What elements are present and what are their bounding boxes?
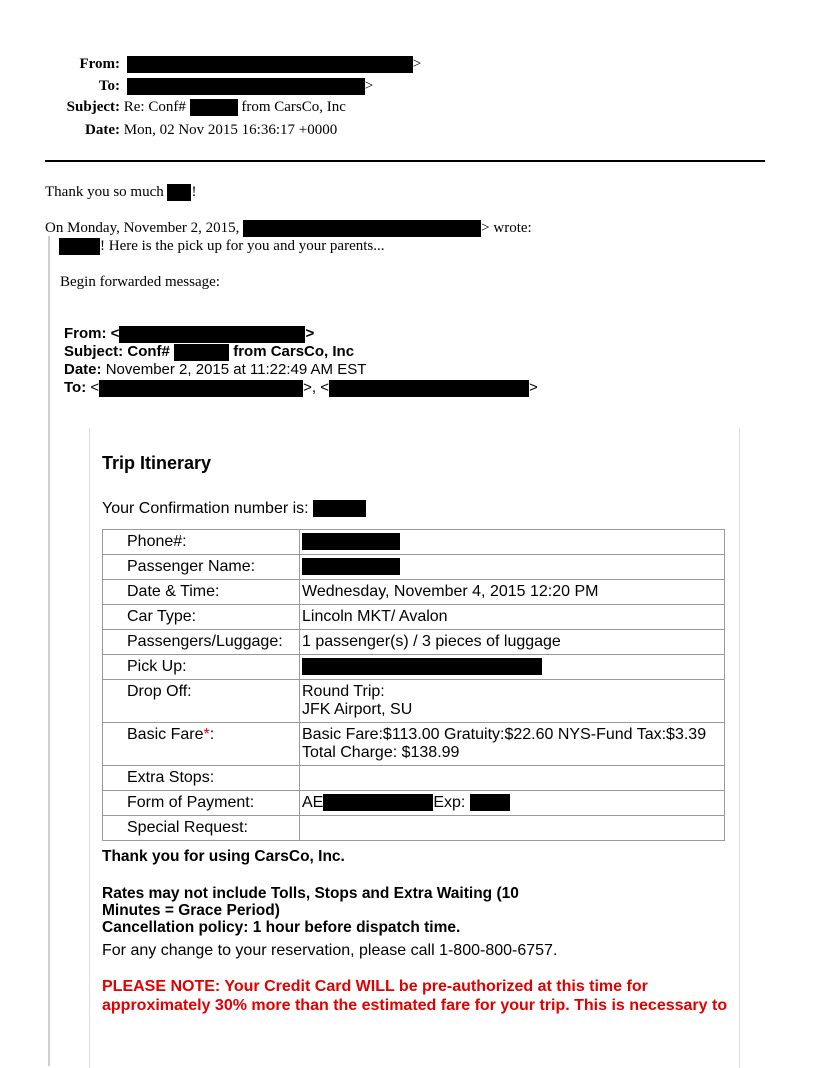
header-to-row [40, 77, 373, 95]
quote-bar [48, 236, 50, 1066]
change-reservation-line: For any change to your reservation, please call 1-800-800-6757. [102, 942, 558, 959]
table-row [103, 555, 725, 580]
on-prefix: On Monday, November 2, 2015, [45, 220, 240, 236]
fwd-to-close: > [529, 379, 538, 396]
thanks-line [45, 183, 196, 201]
car-type-label: Car Type: [103, 605, 300, 630]
subject-label: Subject: [66, 99, 120, 115]
itinerary-border-right [739, 428, 740, 1068]
redacted-name [167, 184, 191, 201]
fwd-from-close: > [305, 325, 315, 342]
form-of-payment-label: Form of Payment: [103, 791, 300, 816]
confirmation-line [102, 500, 366, 518]
redacted-fwd-recipient-1 [99, 380, 303, 397]
fwd-from-open: < [110, 325, 120, 342]
note-line-2: approximately 30% more than the estimated fare for your trip. This is necessary to [102, 997, 728, 1014]
pickup-text: ! Here is the pick up for you and your parents... [100, 238, 385, 254]
redacted-confirmation-number [313, 500, 366, 517]
redacted-passenger-name [302, 558, 400, 575]
note-line-1: PLEASE NOTE: Your Credit Card WILL be pre-authorized at this time for [102, 978, 648, 995]
subject-prefix: Re: Conf# [123, 99, 186, 115]
redacted-card-exp [470, 794, 510, 811]
cancellation-policy: Cancellation policy: 1 hour before dispatch time. [102, 919, 461, 936]
fwd-from-row [64, 325, 314, 343]
itinerary-title: Trip Itinerary [102, 453, 212, 473]
pick-up-label: Pick Up: [103, 655, 300, 680]
redacted-greeting-name [59, 238, 100, 255]
redacted-recipient [127, 78, 365, 95]
drop-off-line-2: JFK Airport, SU [302, 701, 413, 718]
date-time-label: Date & Time: [103, 580, 300, 605]
special-request-label: Special Request: [103, 816, 300, 841]
table-row [103, 791, 725, 816]
total-charge: Total Charge: $138.99 [302, 744, 460, 761]
begin-forwarded: Begin forwarded message: [60, 274, 220, 290]
redacted-sender [127, 56, 413, 73]
subject-suffix: from CarsCo, Inc [241, 99, 346, 115]
table-row [103, 655, 725, 680]
basic-fare-value [300, 723, 725, 766]
payment-exp: Exp: [433, 794, 466, 811]
extra-stops-value [300, 766, 725, 791]
on-suffix: > wrote: [481, 220, 532, 236]
to-tail: > [364, 78, 374, 94]
header-subject-row [40, 98, 346, 116]
drop-off-line-1: Round Trip: [302, 683, 385, 700]
passengers-luggage-label: Passengers/Luggage: [103, 630, 300, 655]
phone-label: Phone#: [103, 530, 300, 555]
passenger-name-label: Passenger Name: [103, 555, 300, 580]
redacted-phone [302, 533, 400, 550]
fwd-date-value: November 2, 2015 at 11:22:49 AM EST [105, 361, 367, 378]
passenger-name-value [300, 555, 725, 580]
pickup-line [59, 237, 385, 255]
itinerary-border-left [89, 428, 90, 1068]
fwd-subject-label: Subject: [64, 343, 124, 360]
fwd-from-label: From: [64, 325, 107, 342]
date-label: Date: [85, 122, 120, 138]
table-row [103, 816, 725, 841]
table-row [103, 605, 725, 630]
pick-up-value [300, 655, 725, 680]
fwd-to-row [64, 379, 538, 397]
header-from-row [40, 55, 421, 73]
basic-fare-label-text: Basic Fare [127, 726, 204, 743]
redacted-fwd-recipient-2 [329, 380, 529, 397]
header-divider [45, 160, 765, 162]
thanks-suffix: ! [191, 184, 197, 200]
fwd-subject-row [64, 343, 354, 361]
from-tail: > [412, 56, 422, 72]
rates-line-1: Rates may not include Tolls, Stops and Extra Waiting (10 [102, 885, 519, 902]
redacted-writer [243, 220, 481, 237]
header-date-row [40, 121, 337, 139]
redacted-card-number [323, 794, 433, 811]
redacted-fwd-conf [174, 344, 229, 361]
special-request-value [300, 816, 725, 841]
table-row [103, 680, 725, 723]
fwd-to-mid: >, < [303, 379, 330, 396]
drop-off-value [300, 680, 725, 723]
redacted-pickup-address [302, 658, 542, 675]
basic-fare-label [103, 723, 300, 766]
extra-stops-label: Extra Stops: [103, 766, 300, 791]
itinerary-table [102, 529, 725, 841]
fwd-subject-suffix: from CarsCo, Inc [233, 343, 355, 360]
fwd-date-label: Date: [64, 361, 102, 378]
rates-note [102, 885, 519, 936]
on-wrote-line [45, 219, 532, 237]
fwd-date-row [64, 361, 366, 378]
table-row [103, 766, 725, 791]
credit-card-note [102, 977, 727, 1015]
car-type-value: Lincoln MKT/ Avalon [300, 605, 725, 630]
table-row [103, 530, 725, 555]
table-row [103, 630, 725, 655]
redacted-fwd-sender [119, 326, 305, 343]
thanks-prefix: Thank you so much [45, 184, 164, 200]
drop-off-label: Drop Off: [103, 680, 300, 723]
table-row [103, 580, 725, 605]
fwd-to-label: To: [64, 379, 87, 396]
fwd-subject-prefix: Conf# [127, 343, 170, 360]
date-value: Mon, 02 Nov 2015 16:36:17 +0000 [123, 122, 338, 138]
form-of-payment-value [300, 791, 725, 816]
confirmation-label: Your Confirmation number is: [102, 500, 309, 517]
thank-you-line: Thank you for using CarsCo, Inc. [102, 848, 345, 865]
payment-prefix: AE [302, 794, 324, 811]
fwd-to-open: < [90, 379, 100, 396]
basic-fare-colon: : [209, 726, 215, 743]
basic-fare-asterisk: * [203, 726, 210, 743]
redacted-conf-number [190, 99, 238, 116]
from-label: From: [79, 56, 120, 72]
to-label: To: [98, 78, 120, 94]
date-time-value: Wednesday, November 4, 2015 12:20 PM [300, 580, 725, 605]
basic-fare-breakdown: Basic Fare:$113.00 Gratuity:$22.60 NYS-Fund Tax:$3.39 [302, 726, 707, 743]
table-row [103, 723, 725, 766]
passengers-luggage-value: 1 passenger(s) / 3 pieces of luggage [300, 630, 725, 655]
phone-value [300, 530, 725, 555]
rates-line-2: Minutes = Grace Period) [102, 902, 280, 919]
